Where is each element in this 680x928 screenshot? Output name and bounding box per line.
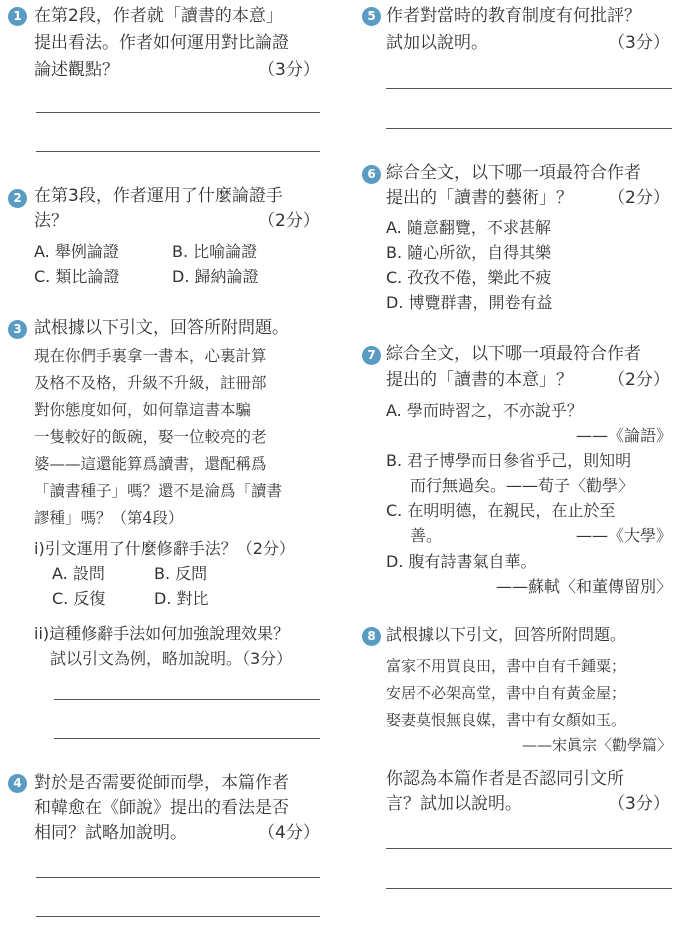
question-number-badge: 4 — [8, 774, 27, 793]
answer-line[interactable] — [386, 888, 672, 889]
question-text: 試根據以下引文，回答所附問題。 — [386, 625, 627, 644]
answer-line[interactable] — [36, 112, 320, 113]
question-text: 提出的「讀書的藝術」？ — [386, 188, 573, 208]
option-b-continued: 而行無過矣。——荀子〈勸學〉 — [410, 476, 635, 495]
quoted-passage-line: 婆——這還能算爲讀書，還配稱爲 — [34, 455, 267, 473]
answer-line[interactable] — [36, 151, 320, 152]
marks-label: （3分） — [258, 60, 320, 80]
option-a[interactable]: A. 學而時習之，不亦說乎？ — [386, 401, 583, 420]
source-citation: ——《大學》 — [575, 526, 672, 545]
marks-label: （2分） — [608, 188, 670, 208]
answer-line[interactable] — [36, 877, 320, 878]
question-text: 對於是否需要從師而學，本篇作者 — [34, 773, 289, 793]
marks-label: （3分） — [608, 33, 670, 53]
option-b[interactable]: B. 反問 — [154, 564, 208, 583]
question-text: 你認為本篇作者是否認同引文所 — [386, 769, 624, 789]
option-c[interactable]: C. 孜孜不倦，樂此不疲 — [386, 268, 552, 287]
option-c-continued: 善。 — [410, 526, 443, 545]
question-text: 言？試加以說明。 — [386, 794, 522, 814]
option-a[interactable]: A. 舉例論證 — [34, 242, 119, 261]
quoted-passage-line: 現在你們手裏拿一書本，心裏計算 — [34, 347, 267, 365]
option-d[interactable]: D. 博覽群書，開卷有益 — [386, 293, 553, 312]
source-citation: ——蘇軾〈和董傳留別〉 — [495, 577, 672, 596]
quoted-passage-line: 謬種」嗎？（第4段） — [34, 509, 184, 527]
question-text: 和韓愈在《師說》提出的看法是否 — [34, 798, 289, 818]
question-text: 法？ — [34, 211, 68, 231]
question-text: 在第2段，作者就「讀書的本意」 — [34, 6, 283, 26]
answer-line[interactable] — [54, 699, 320, 700]
marks-label: （4分） — [258, 823, 320, 843]
answer-line[interactable] — [386, 128, 672, 129]
answer-line[interactable] — [386, 848, 672, 849]
question-text: 提出看法。作者如何運用對比論證 — [34, 33, 289, 53]
option-c[interactable]: C. 反復 — [52, 589, 106, 608]
quoted-passage-line: 安居不必架高堂，書中自有黃金屋； — [386, 684, 627, 702]
option-c[interactable]: C. 在明明德，在親民，在止於至 — [386, 501, 616, 520]
question-text: 相同？試略加說明。 — [34, 823, 187, 843]
option-d[interactable]: D. 歸納論證 — [172, 267, 259, 286]
question-number-badge: 5 — [362, 7, 381, 26]
question-text: 在第3段，作者運用了什麼論證手 — [34, 186, 283, 206]
question-text: 綜合全文，以下哪一項最符合作者 — [386, 163, 641, 183]
option-b[interactable]: B. 比喻論證 — [172, 242, 258, 261]
option-a[interactable]: A. 隨意翻覽，不求甚解 — [386, 218, 551, 237]
answer-line[interactable] — [36, 916, 320, 917]
quoted-passage-line: 娶妻莫恨無良媒，書中有女顏如玉。 — [386, 711, 627, 729]
marks-label: （2分） — [608, 370, 670, 390]
answer-line[interactable] — [54, 738, 320, 739]
quoted-passage-line: 一隻較好的飯碗，娶一位較亮的老 — [34, 428, 267, 446]
question-text: 試根據以下引文，回答所附問題。 — [34, 318, 289, 338]
option-a[interactable]: A. 設問 — [52, 564, 105, 583]
option-d[interactable]: D. 腹有詩書氣自華。 — [386, 552, 537, 571]
marks-label: （2分） — [258, 211, 320, 231]
question-text: 論述觀點？ — [34, 60, 119, 80]
question-number-badge: 2 — [8, 189, 27, 208]
source-citation: ——《論語》 — [575, 426, 672, 445]
question-number-badge: 7 — [362, 346, 381, 365]
option-b[interactable]: B. 隨心所欲，自得其樂 — [386, 243, 552, 262]
question-text: 試加以說明。 — [386, 33, 488, 53]
option-c[interactable]: C. 類比論證 — [34, 267, 120, 286]
question-number-badge: 6 — [362, 165, 381, 184]
marks-label: （3分） — [608, 794, 670, 814]
source-citation: ——宋眞宗〈勸學篇〉 — [521, 736, 672, 754]
sub-question-text: ii)這種修辭手法如何加強說理效果？ — [34, 624, 290, 643]
quoted-passage-line: 「讀書種子」嗎？還不是淪爲「讀書 — [34, 482, 283, 500]
sub-question-text: 試以引文為例，略加說明。（3分） — [50, 649, 293, 668]
question-number-badge: 8 — [362, 627, 381, 646]
sub-question-text: i)引文運用了什麼修辭手法？（2分） — [34, 539, 295, 558]
question-text: 作者對當時的教育制度有何批評？ — [386, 6, 641, 26]
option-d[interactable]: D. 對比 — [154, 589, 209, 608]
question-text: 綜合全文，以下哪一項最符合作者 — [386, 344, 641, 364]
option-b[interactable]: B. 君子博學而日參省乎己，則知明 — [386, 451, 632, 470]
question-text: 提出的「讀書的本意」？ — [386, 370, 573, 390]
question-number-badge: 1 — [8, 7, 27, 26]
quoted-passage-line: 富家不用買良田，書中自有千鍾粟； — [386, 657, 627, 675]
question-number-badge: 3 — [8, 320, 27, 339]
quoted-passage-line: 對你態度如何，如何靠這書本騙 — [34, 401, 252, 419]
quoted-passage-line: 及格不及格，升級不升級，註冊部 — [34, 374, 267, 392]
answer-line[interactable] — [386, 88, 672, 89]
